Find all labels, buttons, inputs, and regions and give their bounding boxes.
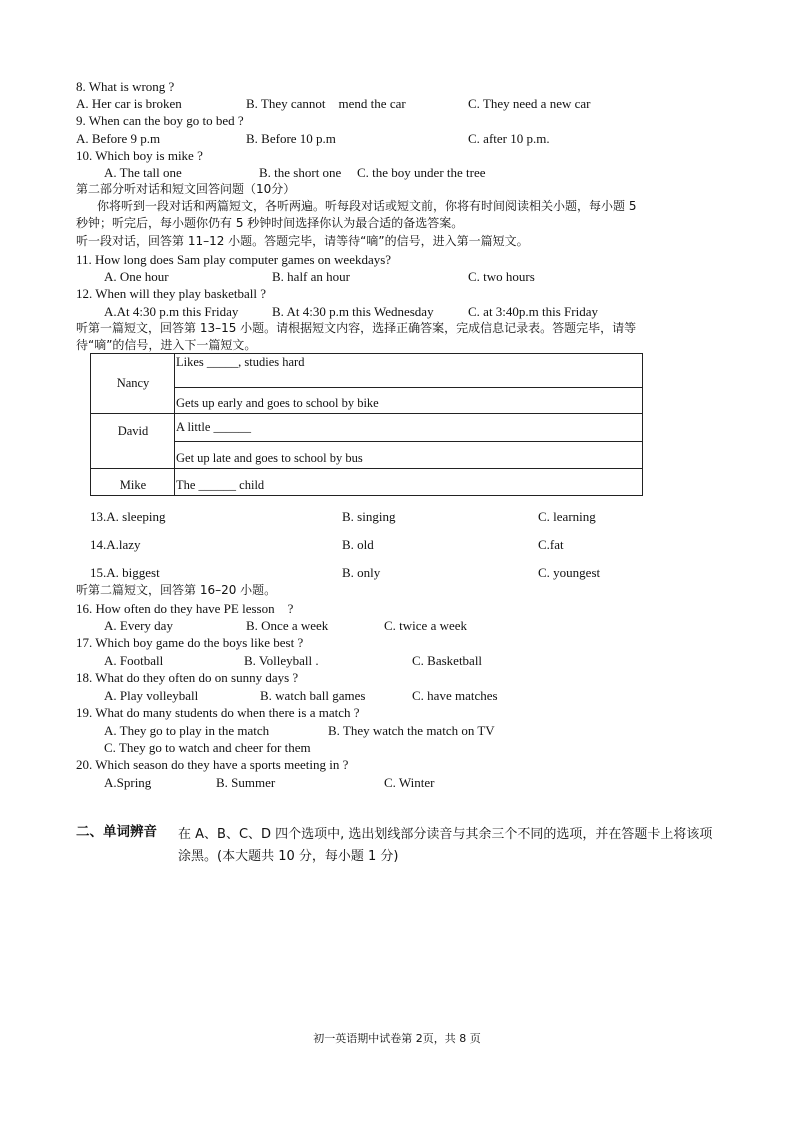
q11-option-c: C. two hours [468,269,535,284]
table-cell-nancy-1: Likes _____, studies hard [175,354,643,388]
q18-option-a: A. Play volleyball [104,688,199,703]
q9-option-c: C. after 10 p.m. [468,131,550,146]
q20-stem: 20. Which season do they have a sports meeting in ? [76,757,349,772]
q12-option-c: C. at 3:40p.m this Friday [468,304,598,319]
part2-instruction-line2: 秒钟；听完后，每小题你仍有 5 秒钟时间选择你认为最合适的备选答案。 [76,216,464,230]
q16-option-b: B. Once a week [246,618,329,633]
q11-option-a: A. One hour [104,269,169,284]
q20-option-c: C. Winter [384,775,435,790]
q9-option-b: B. Before 10 p.m [246,131,336,146]
q18-option-c: C. have matches [412,688,498,703]
table-name-mike: Mike [91,469,175,496]
q16-option-a: A. Every day [104,618,173,633]
q12-option-b: B. At 4:30 p.m this Wednesday [272,304,434,319]
q14-option-a: 14.A.lazy [90,537,141,552]
table-name-david: David [91,414,175,469]
q13-option-a: 13.A. sleeping [90,509,166,524]
q11-stem: 11. How long does Sam play computer games on weekdays? [76,252,392,267]
q19-option-a: A. They go to play in the match [104,723,270,738]
page-footer: 初一英语期中试卷第 2页，共 8 页 [313,1032,481,1045]
q17-option-b: B. Volleyball . [244,653,319,668]
q12-stem: 12. When will they play basketball ? [76,286,267,301]
table-name-nancy: Nancy [91,354,175,414]
q14-option-c: C.fat [538,537,564,552]
q17-option-c: C. Basketball [412,653,483,668]
q10-stem: 10. Which boy is mike ? [76,148,203,163]
q14-option-b: B. old [342,537,374,552]
q15-option-a: 15.A. biggest [90,565,160,580]
q11-option-b: B. half an hour [272,269,350,284]
q17-option-a: A. Football [104,653,164,668]
q16-stem: 16. How often do they have PE lesson ? [76,601,294,616]
q19-option-c: C. They go to watch and cheer for them [104,740,311,755]
q9-stem: 9. When can the boy go to bed ? [76,113,244,128]
q19-option-b: B. They watch the match on TV [328,723,495,738]
q18-stem: 18. What do they often do on sunny days ? [76,670,299,685]
q12-option-a: A.At 4:30 p.m this Friday [104,304,239,319]
q17-stem: 17. Which boy game do the boys like best ? [76,635,304,650]
q8-stem: 8. What is wrong ? [76,79,175,94]
q10-option-a: A. The tall one [104,165,182,180]
q20-option-a: A.Spring [104,775,152,790]
passage1-instruction-line2: 待“嘀”的信号，进入下一篇短文。 [76,338,257,352]
q8-option-a: A. Her car is broken [76,96,182,111]
q10-option-b: B. the short one [259,165,342,180]
section2-instruction: 在 A、B、C、D 四个选项中, 选出划线部分读音与其余三个不同的选项，并在答题卡上将该项涂黑。(本大题共 10 分，每小题 1 分) [178,827,713,864]
table-cell-david-1: A little ______ [175,414,643,442]
q19-stem: 19. What do many students do when there is a match ? [76,705,360,720]
q13-option-b: B. singing [342,509,396,524]
q10-option-c: C. the boy under the tree [357,165,486,180]
q20-option-b: B. Summer [216,775,276,790]
table-cell-mike-1: The ______ child [175,469,643,496]
dialog-instruction: 听一段对话，回答第 11–12 小题。答题完毕，请等待“嘀”的信号，进入第一篇短文。 [76,234,529,248]
table-cell-nancy-2: Gets up early and goes to school by bike [175,388,643,414]
q13-option-c: C. learning [538,509,596,524]
q8-option-b: B. They cannot mend the car [246,96,406,111]
q9-option-a: A. Before 9 p.m [76,131,161,146]
part2-heading: 第二部分听对话和短文回答问题（10分） [76,182,296,196]
section2-title: 二、单词辨音 [76,824,157,840]
passage1-instruction-line1: 听第一篇短文，回答第 13–15 小题。请根据短文内容，选择正确答案，完成信息记录表。答题完毕，请等 [76,321,637,335]
part2-instruction-line1: 你将听到一段对话和两篇短文，各听两遍。听每段对话或短文前，你将有时间阅读相关小题，每小题 5 [97,199,637,213]
q15-option-b: B. only [342,565,381,580]
passage2-instruction: 听第二篇短文，回答第 16–20 小题。 [76,583,277,597]
q15-option-c: C. youngest [538,565,601,580]
q8-option-c: C. They need a new car [468,96,591,111]
table-cell-david-2: Get up late and goes to school by bus [175,442,643,469]
q18-option-b: B. watch ball games [260,688,366,703]
info-record-table [90,353,643,496]
q16-option-c: C. twice a week [384,618,468,633]
